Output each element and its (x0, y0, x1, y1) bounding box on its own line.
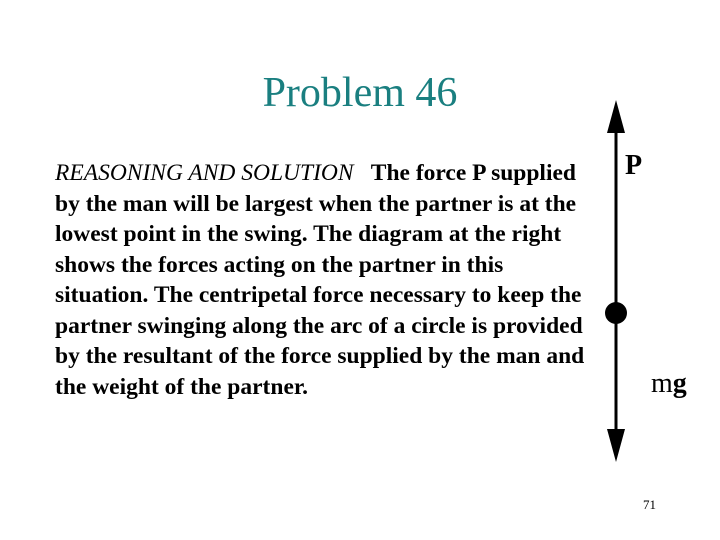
page-number: 71 (643, 497, 656, 512)
up-arrow-head (607, 100, 625, 133)
down-arrow-head (607, 429, 625, 462)
weight-label-m: m (651, 368, 673, 399)
weight-label (651, 370, 687, 398)
body-lead: REASONING AND SOLUTION (55, 160, 354, 186)
slide-body (55, 158, 585, 402)
weight-label-g: g (672, 368, 687, 399)
partner-point (605, 302, 627, 324)
slide-title: Problem 46 (262, 70, 458, 116)
free-body-diagram (585, 95, 705, 470)
force-p-label: P (625, 150, 643, 181)
body-text: The force P supplied by the man will be largest when the partner is at the lowest point in the swing. The diagram at the right shows the forces acting on the partner in this situation. The centripetal force necessary to keep the partner swinging along the arc of a circle is provided by the resultant of the force supplied by the man and the weight of the partner. (55, 160, 585, 400)
